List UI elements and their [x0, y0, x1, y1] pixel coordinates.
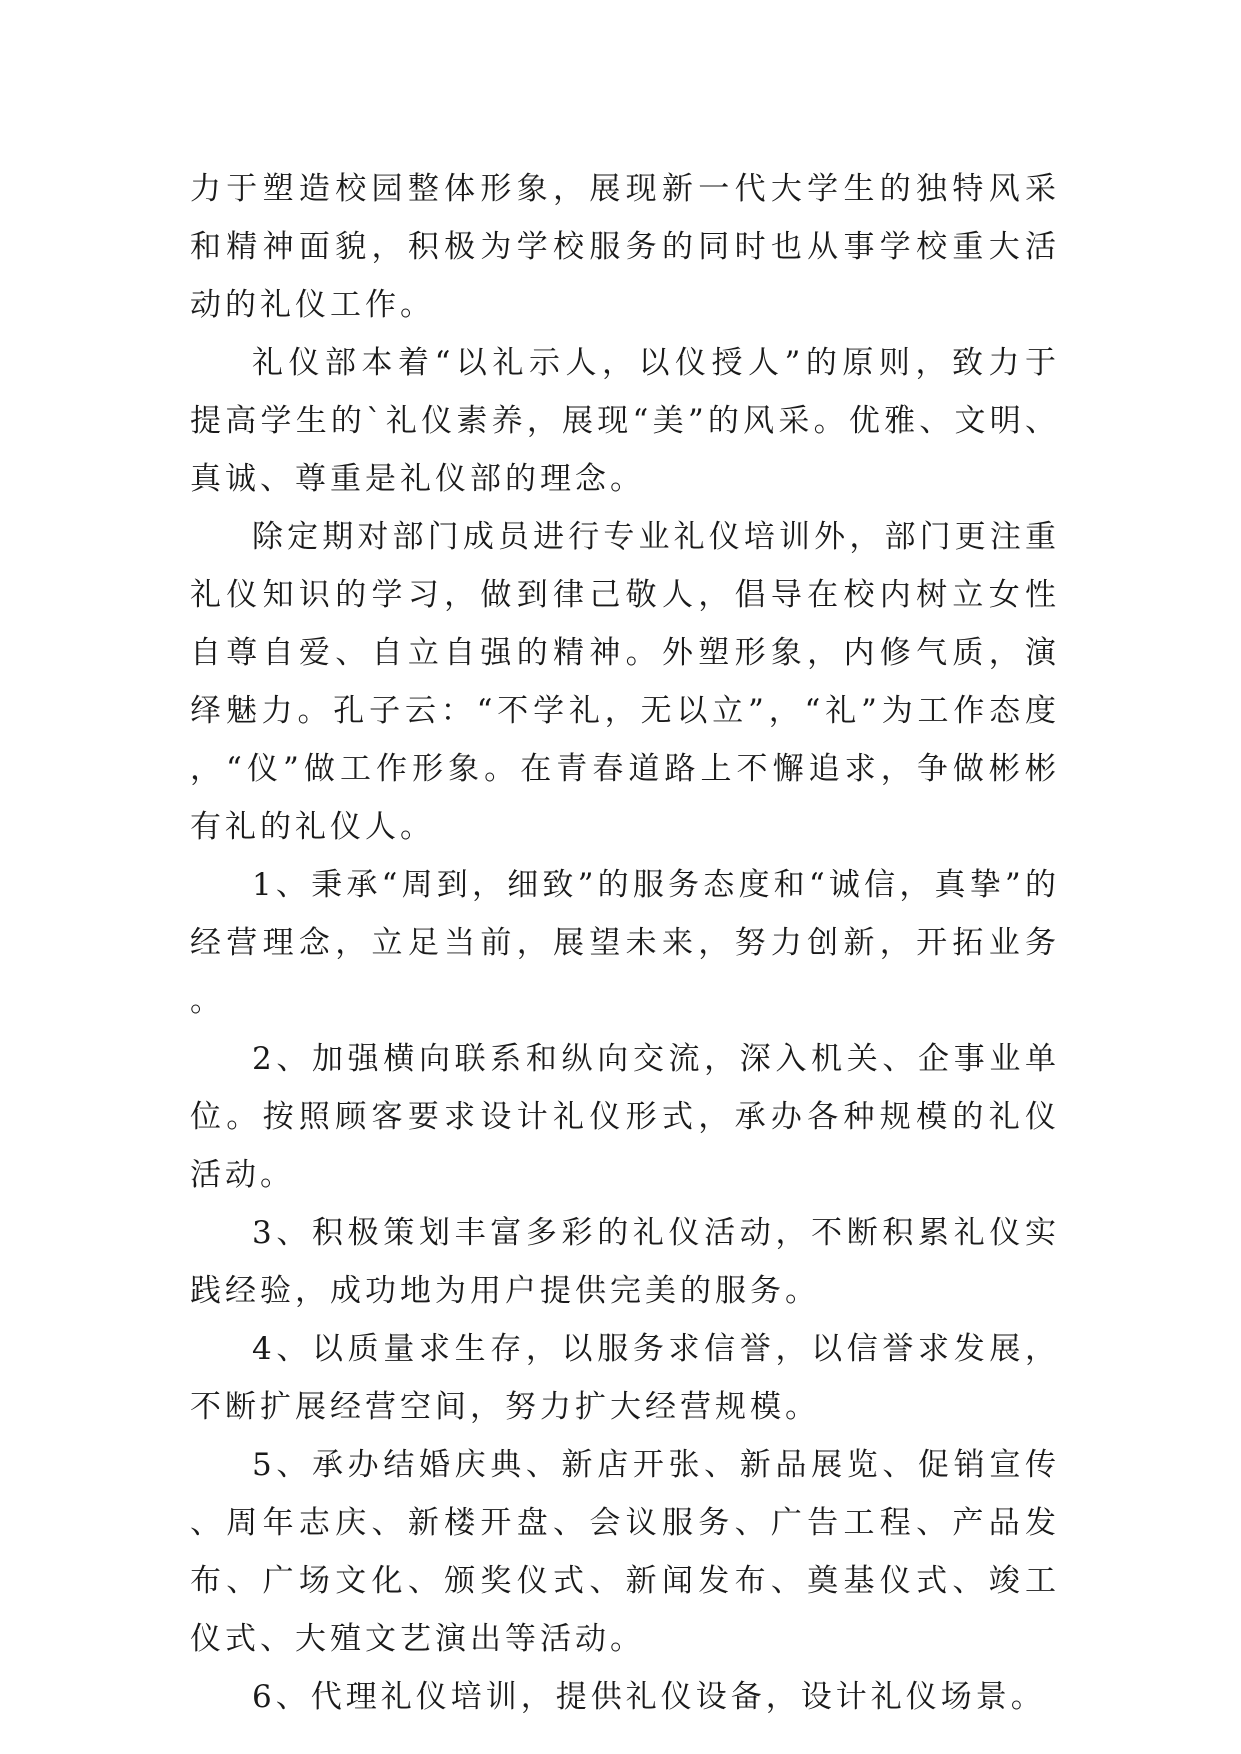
document-body [190, 160, 1060, 1726]
list-item-5: 5、承办结婚庆典、新店开张、新品展览、促销宣传、周年志庆、新楼开盘、会议服务、广告工程、产品发布、广场文化、颁奖仪式、新闻发布、奠基仪式、竣工仪式、大殖文艺演出等活动。 [190, 1447, 1060, 1657]
list-item-3: 3、积极策划丰富多彩的礼仪活动，不断积累礼仪实践经验，成功地为用户提供完美的服务。 [190, 1215, 1060, 1309]
list-item-2: 2、加强横向联系和纵向交流，深入机关、企事业单位。按照顾客要求设计礼仪形式，承办各种规模的礼仪活动。 [190, 1041, 1060, 1193]
list-item-6: 6、代理礼仪培训，提供礼仪设备，设计礼仪场景。 [252, 1679, 1046, 1715]
list-item-1: 1、秉承“周到，细致”的服务态度和“诚信，真挚”的经营理念，立足当前，展望未来，努力创新，开拓业务。 [190, 867, 1060, 1019]
paragraph-2: 礼仪部本着“以礼示人，以仪授人”的原则，致力于提高学生的`礼仪素养，展现“美”的风采。优雅、文明、真诚、尊重是礼仪部的理念。 [190, 345, 1060, 497]
list-item-4: 4、以质量求生存，以服务求信誉，以信誉求发展，不断扩展经营空间，努力扩大经营规模。 [190, 1331, 1060, 1425]
paragraph-3: 除定期对部门成员进行专业礼仪培训外，部门更注重礼仪知识的学习，做到律己敬人，倡导在校内树立女性自尊自爱、自立自强的精神。外塑形象，内修气质，演绎魅力。孔子云：“不学礼，无以立”，“礼”为工作态度，“仪”做工作形象。在青春道路上不懈追求，争做彬彬有礼的礼仪人。 [190, 519, 1060, 845]
paragraph-1: 力于塑造校园整体形象，展现新一代大学生的独特风采和精神面貌，积极为学校服务的同时也从事学校重大活动的礼仪工作。 [190, 171, 1060, 323]
